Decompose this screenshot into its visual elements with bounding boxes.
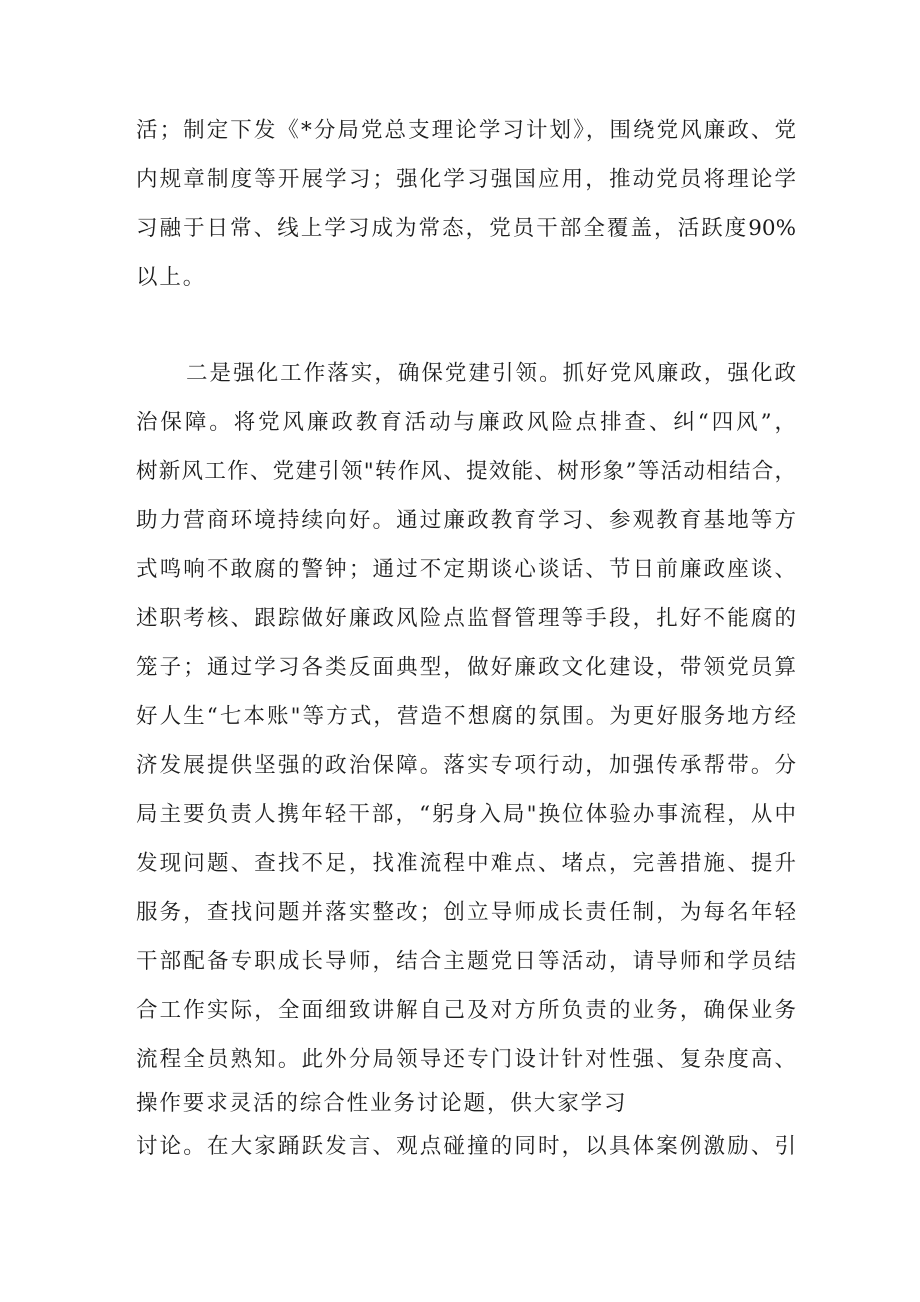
text-line: 助力营商环境持续向好。通过廉政教育学习、参观教育基地等方	[136, 508, 796, 533]
text-line: 治保障。将党风廉政教育活动与廉政风险点排查、纠“四风”，	[136, 410, 796, 435]
text-line: 局主要负责人携年轻干部，“躬身入局"换位体验办事流程，从中	[136, 802, 796, 827]
text-line: 合工作实际，全面细致讲解自己及对方所负责的业务，确保业务	[136, 998, 796, 1023]
text-line: 发现问题、查找不足，找准流程中难点、堵点，完善措施、提升	[136, 851, 796, 876]
text-line: 讨论。在大家踊跃发言、观点碰撞的同时，以具体案例激励、引	[136, 1134, 796, 1159]
text-line: 好人生“七本账"等方式，营造不想腐的氛围。为更好服务地方经	[136, 704, 796, 729]
text-line: 干部配备专职成长导师，结合主题党日等活动，请导师和学员结	[136, 949, 796, 974]
text-line: 式鸣响不敢腐的警钟；通过不定期谈心谈话、节日前廉政座谈、	[136, 557, 796, 582]
text-line: 树新风工作、党建引领"转作风、提效能、树形象”等活动相结合，	[136, 459, 796, 484]
text-line: 内规章制度等开展学习；强化学习强国应用，推动党员将理论学	[136, 167, 796, 192]
text-line: 以上。	[136, 265, 207, 290]
text-line: 习融于日常、线上学习成为常态，党员干部全覆盖，活跃度90%	[136, 216, 796, 241]
text-line: 服务，查找问题并落实整改；创立导师成长责任制，为每名年轻	[136, 900, 796, 925]
text-line: 述职考核、跟踪做好廉政风险点监督管理等手段，扎好不能腐的	[136, 606, 796, 631]
text-line: 流程全员熟知。此外分局领导还专门设计针对性强、复杂度高、	[136, 1047, 796, 1072]
text-line: 操作要求灵活的综合性业务讨论题，供大家学习	[136, 1091, 628, 1116]
text-line: 二是强化工作落实，确保党建引领。抓好党风廉政，强化政	[186, 361, 796, 386]
text-line: 活；制定下发《*分局党总支理论学习计划》，围绕党风廉政、党	[136, 118, 796, 143]
text-line: 济发展提供坚强的政治保障。落实专项行动，加强传承帮带。分	[136, 753, 796, 778]
text-line: 笼子；通过学习各类反面典型，做好廉政文化建设，带领党员算	[136, 655, 796, 680]
